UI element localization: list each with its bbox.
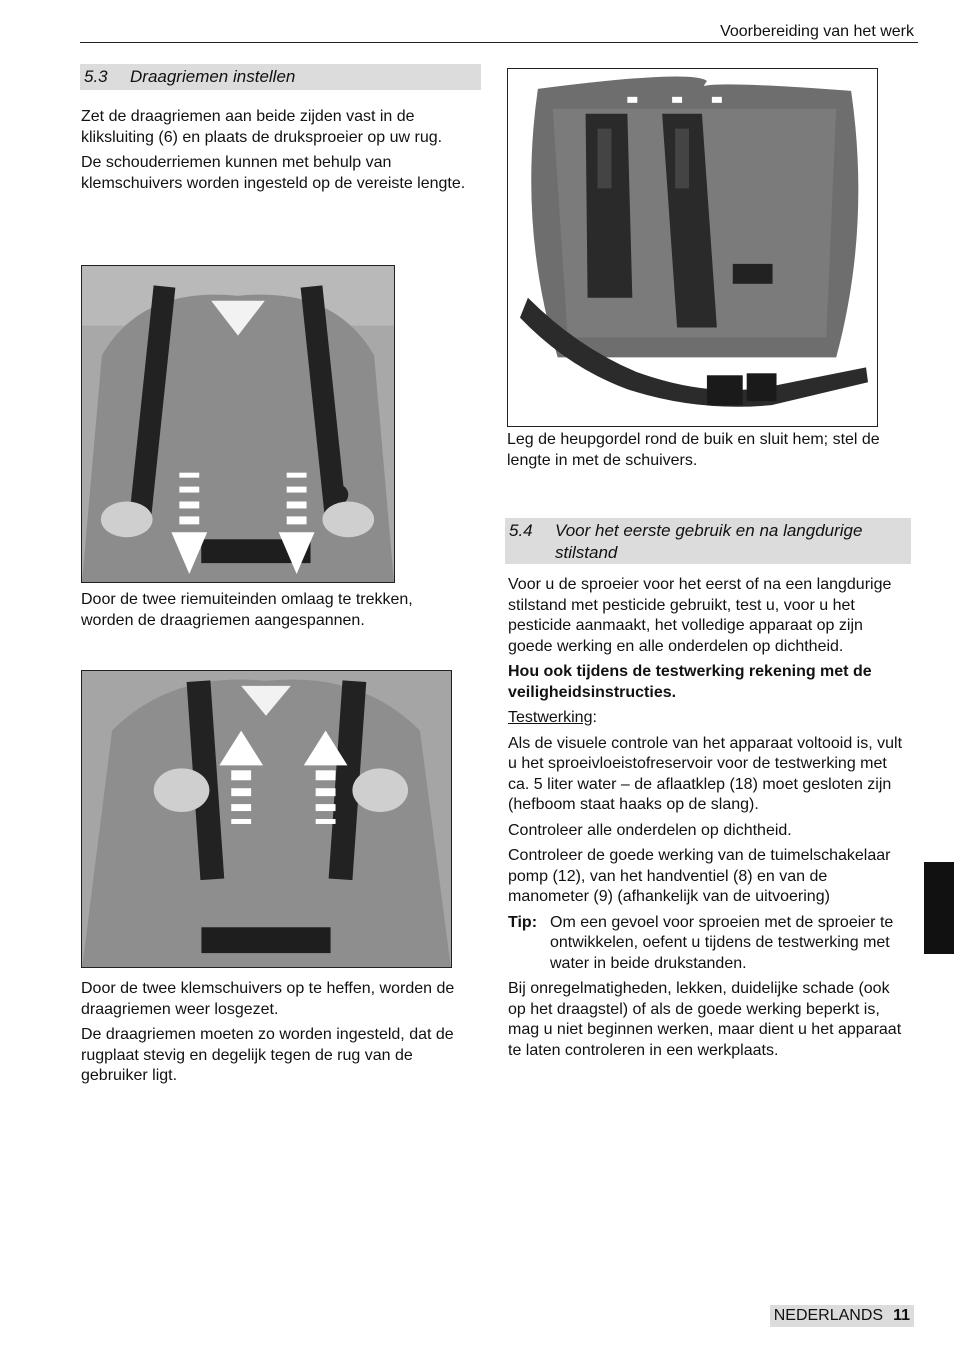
section-5-4-body: [508, 575, 911, 1061]
section-heading-5-4: [505, 518, 911, 564]
section-title-line1: Voor het eerste gebruik en na langdurige: [555, 521, 863, 540]
section-number: 5.4: [509, 521, 533, 540]
testwerking-label: Testwerking: [508, 709, 593, 726]
paragraph: Zet de draagriemen aan beide zijden vast in de kliksluiting (6) en plaats de druksproeier op uw rug.: [81, 108, 443, 146]
photo-caption: Door de twee klemschuivers op te heffen, worden de draagriemen weer losgezet.: [81, 980, 455, 1018]
tip-label: Tip:: [508, 913, 538, 931]
tip-text: Om een gevoel voor sproeien met de sproeier te ontwikkelen, oefent u tijdens de testwerking met water in beide drukstanden.: [550, 913, 894, 972]
paragraph: Controleer alle onderdelen op dichtheid.: [508, 821, 792, 839]
paragraph: Voor u de sproeier voor het eerst of na een langdurige stilstand met pesticide gebruikt, test u, voor u het pesticide aanmaakt, het volledige apparaat op zijn goede werking en alle onderdelen op dichtheid.: [508, 576, 892, 655]
chapter-thumb-tab: [924, 862, 954, 954]
paragraph: Controleer de goede werking van de tuimelschakelaar pomp (12), van het handventiel (8) en van de manometer (9) (afhankelijk van de uitvoering): [508, 847, 891, 905]
photo-caption: Door de twee riemuiteinden omlaag te trekken, worden de draagriemen aangespannen.: [81, 591, 413, 629]
footer-language: NEDERLANDS: [773, 1307, 884, 1324]
tip: [508, 913, 911, 975]
section-number: 5.3: [84, 67, 108, 86]
colon: :: [592, 709, 597, 726]
safety-note: Hou ook tijdens de testwerking rekening met de veiligheidsinstructies.: [508, 663, 872, 701]
paragraph: De schouderriemen kunnen met behulp van klemschuivers worden ingesteld op de vereiste lengte.: [81, 154, 466, 192]
section-title-line2: stilstand: [555, 543, 618, 562]
photo-tighten-straps: [81, 265, 395, 583]
section-heading-5-3: [80, 64, 481, 90]
header-rule: [80, 42, 918, 43]
paragraph: Bij onregelmatigheden, lekken, duidelijke schade (ook op het draagstel) of als de goede werking beperkt is, mag u niet beginnen werken, maar dient u het apparaat te laten controleren in een werkplaats.: [508, 980, 902, 1059]
photo-sprayer-harness: [507, 68, 878, 427]
page-footer: [770, 1305, 914, 1327]
photo-release-straps-image: [82, 671, 451, 967]
subheading-testwerking: [508, 708, 911, 729]
section-title: Draagriemen instellen: [130, 67, 296, 86]
photo-release-straps: [81, 670, 452, 968]
paragraph: De draagriemen moeten zo worden ingesteld, dat de rugplaat stevig en degelijk tegen de rug van de gebruiker ligt.: [81, 1026, 454, 1084]
photo-sprayer-harness-image: [508, 69, 877, 426]
photo-tighten-straps-image: [82, 266, 394, 582]
page-number: 11: [893, 1307, 910, 1324]
intro-text: [81, 107, 477, 194]
photo-caption-block: [81, 979, 477, 1087]
photo-caption: Leg de heupgordel rond de buik en sluit hem; stel de lengte in met de schuivers.: [507, 431, 880, 469]
running-header: Voorbereiding van het werk: [720, 23, 914, 40]
paragraph: Als de visuele controle van het apparaat voltooid is, vult u het sproeivloeistofreservoir voor de testwerking met ca. 5 liter water – de aflaatklep (18) moet gesloten zijn (hefboom staat haaks op de slang).: [508, 734, 903, 813]
